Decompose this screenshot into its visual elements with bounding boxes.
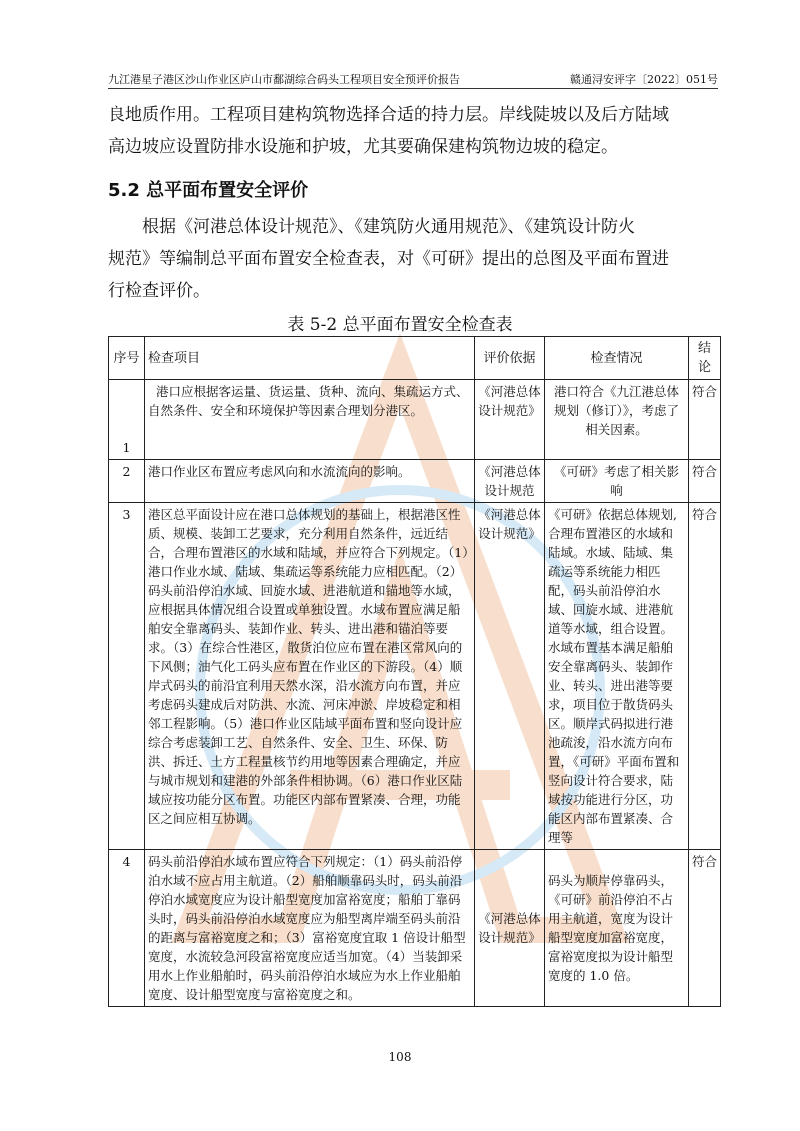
row-situation: 《可研》依据总体规划,合理布置港区的水域和陆域。水域、陆域、集疏运等系统能力相匹配，码头前沿停泊水域、回旋水域、进港航道等水域，组合设置。水域布置基本满足船舶安全靠离码头、装卸作业、转头、进出港等要求，项目位于散货码头区。顺岸式码拟进行港池疏浚，沿水流方向布置，《可研》平面布置和竖向设计符合要求，陆域按功能进行分区，功能区内部布置紧凑、合理等	[545, 503, 689, 850]
row-result: 符合	[689, 850, 721, 1007]
section-para-line-3: 行检查评价。	[108, 281, 210, 301]
section-para-line-1: 根据《河港总体设计规范》、《建筑防火通用规范》、《建筑设计防火	[142, 217, 635, 237]
row-situation: 港口符合《九江港总体规划（修订）》，考虑了相关因素。	[545, 380, 689, 460]
row-check-item: 港口作业区布置应考虑风向和水流流向的影响。	[145, 460, 475, 503]
row-number: 3	[109, 503, 145, 850]
row-number: 2	[109, 460, 145, 503]
row-result: 符合	[689, 460, 721, 503]
intro-line-2: 高边坡应设置防排水设施和护坡，尤其要确保建构筑物边坡的稳定。	[108, 137, 618, 157]
table-row	[109, 850, 721, 1007]
row-check-item: 港口应根据客运量、货运量、货种、流向、集疏运方式、自然条件、安全和环境保护等因素合理划分港区。	[145, 380, 475, 460]
table-caption: 表 5-2 总平面布置安全检查表	[287, 315, 513, 335]
col-header-result: 结论	[689, 337, 721, 380]
page-header	[108, 66, 718, 89]
report-title: 九江港星子港区沙山作业区庐山市鄱湖综合码头工程项目安全预评价报告	[108, 73, 460, 86]
intro-line-1: 良地质作用。工程项目建构筑物选择合适的持力层。岸线陡坡以及后方陆域	[108, 105, 669, 125]
row-check-item: 港区总平面设计应在港口总体规划的基础上，根据港区性质、规模、装卸工艺要求，充分利用自然条件，远近结合，合理布置港区的水域和陆域，并应符合下列规定。（1）港口作业水域、陆域、集疏运等系统能力应相匹配。（2）码头前沿停泊水域、回旋水域、进港航道和锚地等水域，应根据具体情况组合设置或单独设置。水域布置应满足船舶安全靠离码头、装卸作业、转头、进出港和锚泊等要求。（3）在综合性港区，散货泊位应布置在港区常风向的下风侧；油气化工码头应布置在作业区的下游段。（4）顺岸式码头的前沿宜利用天然水深，沿水流方向布置，并应考虑码头建成后对防洪、水流、河床冲淤、岸坡稳定和相邻工程影响。（5）港口作业区陆域平面布置和竖向设计应综合考虑装卸工艺、自然条件、安全、卫生、环保、防洪、拆迁、土方工程量核节约用地等因素合理确定，并应与城市规划和建港的外部条件相协调。（6）港口作业区陆域应按功能分区布置。功能区内部布置紧凑、合理，功能区之间应相互协调。	[145, 503, 475, 850]
col-header-item: 检查项目	[145, 337, 475, 380]
row-basis: 《河港总体设计规范》	[475, 503, 545, 850]
row-basis: 《河港总体设计规范》	[475, 850, 545, 1007]
page-number: 108	[388, 1050, 412, 1064]
col-header-number: 序号	[109, 337, 145, 380]
section-heading: 5.2 总平面布置安全评价	[108, 180, 309, 201]
document-number: 赣通浔安评字〔2022〕051号	[570, 73, 718, 86]
row-basis: 《河港总体设计规范	[475, 460, 545, 503]
row-result: 符合	[689, 503, 721, 850]
row-number: 1	[109, 380, 145, 460]
section-para-line-2: 规范》等编制总平面布置安全检查表，对《可研》提出的总图及平面布置进	[108, 249, 669, 269]
table-row	[109, 503, 721, 850]
row-number: 4	[109, 850, 145, 1007]
col-header-situation: 检查情况	[545, 337, 689, 380]
row-result: 符合	[689, 380, 721, 460]
table-row	[109, 460, 721, 503]
table-row	[109, 380, 721, 460]
col-header-basis: 评价依据	[475, 337, 545, 380]
row-situation: 《可研》考虑了相关影响	[545, 460, 689, 503]
row-basis: 《河港总体设计规范》	[475, 380, 545, 460]
table-header-row	[109, 337, 721, 380]
safety-check-table	[108, 336, 721, 1007]
row-check-item: 码头前沿停泊水域布置应符合下列规定：（1）码头前沿停泊水域不应占用主航道。（2）船舶顺靠码头时，码头前沿停泊水域宽度应为设计船型宽度加富裕宽度；船舶丁靠码头时，码头前沿停泊水域宽度应为船型离岸端至码头前沿的距离与富裕宽度之和；（3）富裕宽度宜取 1 倍设计船型宽度，水流较急河段富裕宽度应适当加宽。（4）当装卸采用水上作业船舶时，码头前沿停泊水域应为水上作业船舶宽度、设计船型宽度与富裕宽度之和。	[145, 850, 475, 1007]
row-situation: 码头为顺岸停靠码头，《可研》前沿停泊不占用主航道，宽度为设计船型宽度加富裕宽度，富裕宽度拟为设计船型宽度的 1.0 倍。	[545, 850, 689, 1007]
